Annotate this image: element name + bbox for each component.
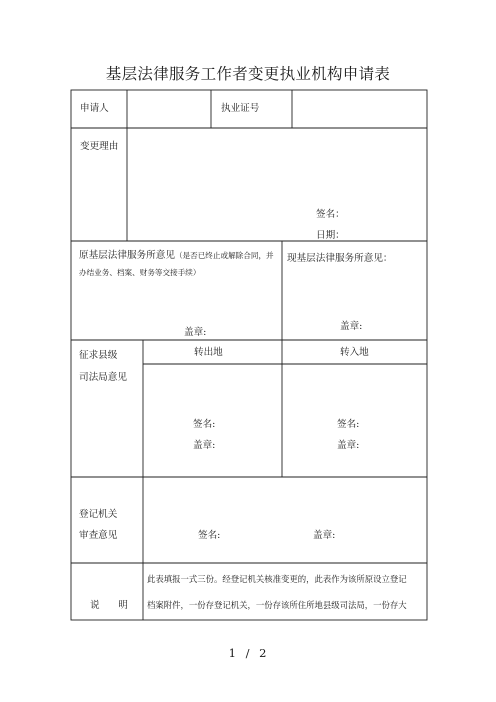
applicant-label: 申请人 <box>80 103 109 114</box>
original-office-seal-label: 盖章: <box>184 327 207 338</box>
table-border <box>71 90 427 620</box>
registration-review-label-line2: 审查意见 <box>79 530 118 541</box>
explanation-line-2: 档案附件，一份存登记机关，一份存该所住所地县级司法局，一份存大 <box>147 600 407 610</box>
license-number-label: 执业证号 <box>221 103 260 114</box>
page-current: 1 <box>228 646 237 660</box>
page-separator: / <box>245 646 251 660</box>
page-total: 2 <box>259 646 268 660</box>
county-bureau-label-line1: 征求县级 <box>79 350 118 361</box>
reason-sign-label: 签名： <box>316 209 345 220</box>
current-office-opinion-label: 现基层法律服务所意见： <box>287 253 393 264</box>
registration-sign-label: 签名: <box>198 530 221 541</box>
transfer-out-sign-label: 签名: <box>193 419 216 430</box>
transfer-out-header: 转出地 <box>194 347 223 358</box>
explanation-label: 说 明 <box>90 600 130 611</box>
form-title: 基层法律服务工作者变更执业机构申请表 <box>105 65 391 83</box>
original-office-opinion-label <box>79 246 279 280</box>
county-bureau-label-line2: 司法局意见 <box>79 372 127 383</box>
transfer-in-sign-label: 签名: <box>337 419 360 430</box>
transfer-in-header: 转入地 <box>340 347 369 358</box>
change-reason-label: 变更理由 <box>80 141 119 152</box>
original-office-note: （是否已终止或解除合同，并办结业务、档案、财务等交接手续） <box>79 251 274 277</box>
registration-seal-label: 盖章: <box>313 530 336 541</box>
registration-review-label-line1: 登记机关 <box>79 509 118 520</box>
reason-date-label: 日期： <box>316 230 345 241</box>
explanation-line-1: 此表填报一式三份。经登记机关核准变更的，此表作为该所原设立登记 <box>147 574 407 584</box>
transfer-in-seal-label: 盖章: <box>337 440 360 451</box>
current-office-seal-label: 盖章: <box>340 321 363 332</box>
original-office-label-text: 原基层法律服务所意见 <box>79 250 175 261</box>
transfer-out-seal-label: 盖章: <box>193 440 216 451</box>
page-indicator <box>0 646 496 660</box>
